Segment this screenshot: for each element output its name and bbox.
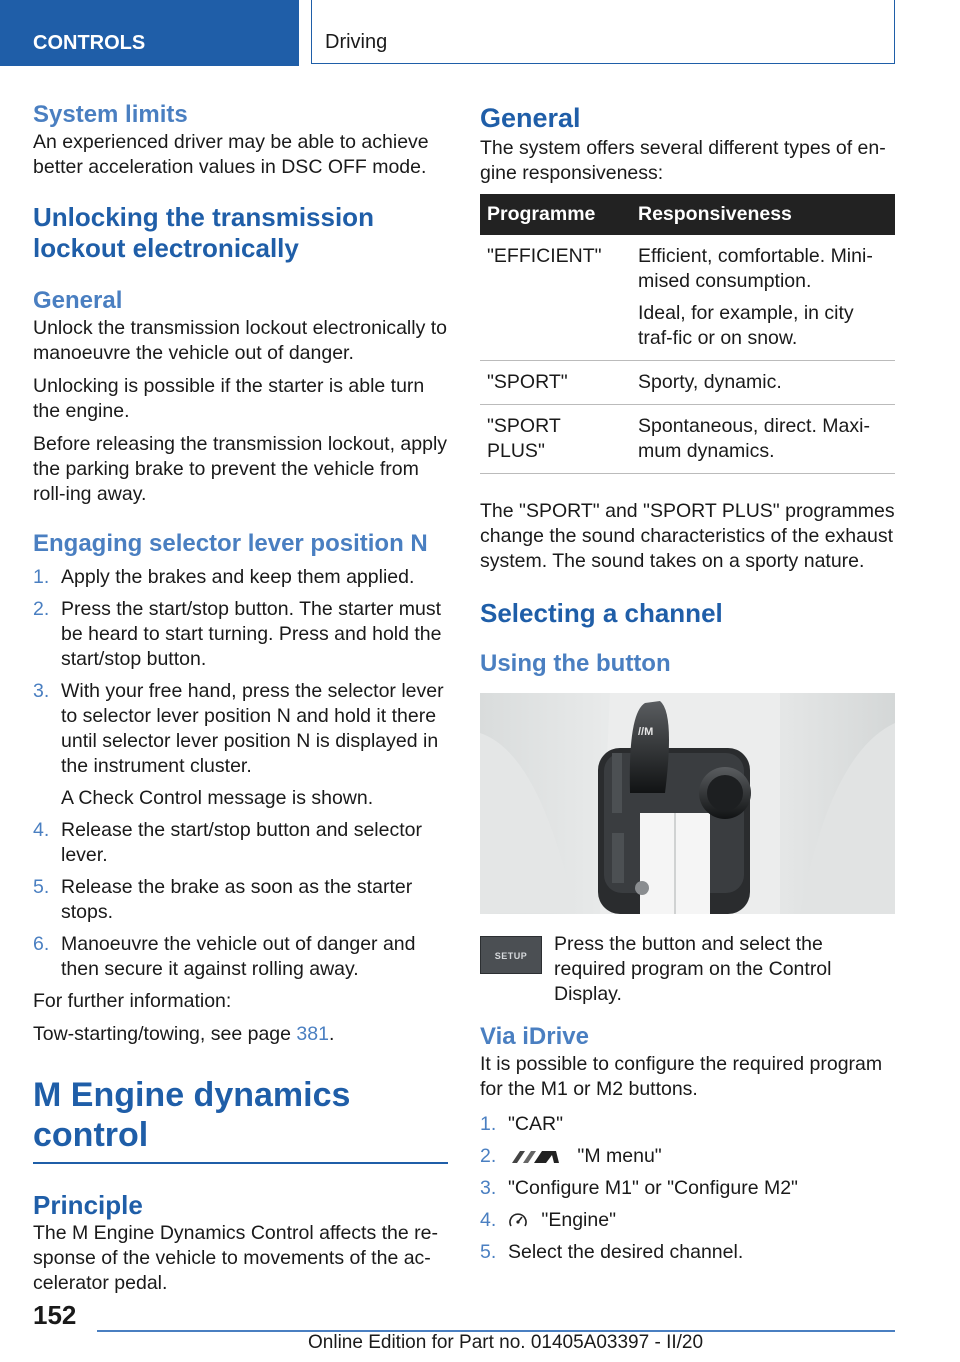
list-item: 4. Release the start/stop button and selector lever. [33, 819, 422, 866]
idrive-steps-list [480, 1112, 895, 1265]
setup-instruction: Press the button and select the required program on the Control Display. [554, 933, 832, 1005]
general-heading: General [480, 103, 581, 133]
further-info-text: For further information: [33, 990, 232, 1012]
list-item: 2. Press the start/stop button. The starter must be heard to start turning. Press and hold the start/stop button. [33, 598, 442, 670]
list-item: 2. "M menu" [480, 1145, 662, 1167]
table-row: "EFFICIENT" Efficient, comfortable. Mini-mised consumption. Ideal, for example, in city traf-fic or on snow. [480, 235, 895, 361]
step-note: A Check Control message is shown. [61, 787, 374, 809]
sound-text: The "SPORT" and "SPORT PLUS" programmes change the sound characteristics of the exhaust system. The sound takes on a sporty nature. [480, 500, 895, 572]
section-label: CONTROLS [33, 32, 146, 54]
right-column [480, 100, 895, 1272]
column-header-responsiveness: Responsiveness [631, 194, 895, 235]
idrive-text: It is possible to configure the required program for the M1 or M2 buttons. [480, 1053, 883, 1100]
principle-text: The M Engine Dynamics Control affects the re-sponse of the vehicle to movements of the ac-celerator pedal. [33, 1222, 438, 1294]
center-console-illustration [480, 693, 895, 914]
system-limits-heading: System limits [33, 101, 188, 128]
list-item: 5. Release the brake as soon as the starter stops. [33, 876, 413, 923]
chapter-label: Driving [325, 31, 388, 53]
list-item: 1. Apply the brakes and keep them applied. [33, 566, 415, 588]
left-column [33, 100, 448, 1296]
list-item: 6. Manoeuvre the vehicle out of danger and then secure it against rolling away. [33, 933, 416, 980]
column-header-programme: Programme [480, 194, 631, 235]
svg-text://M: //M [638, 726, 654, 738]
list-item: 4. "Engine" [480, 1209, 616, 1231]
page-number: 152 [33, 1300, 77, 1330]
tow-reference: Tow-starting/towing, see page 381. [33, 1023, 335, 1045]
unlocking-paragraph-1: Unlock the transmission lockout electronically to manoeuvre the vehicle out of danger. [33, 317, 448, 364]
page-link-381[interactable]: 381 [296, 1023, 329, 1045]
table-row: "SPORT PLUS" Spontaneous, direct. Maxi-mum dynamics. [480, 405, 895, 474]
chapter-box [311, 0, 895, 64]
list-item: 5. Select the desired channel. [480, 1241, 744, 1263]
section-tab [0, 0, 299, 66]
selecting-channel-heading: Selecting a channel [480, 598, 723, 628]
table-row: "SPORT" Sporty, dynamic. [480, 361, 895, 405]
list-item: 3. "Configure M1" or "Configure M2" [480, 1177, 798, 1199]
principle-heading: Principle [33, 1190, 143, 1220]
list-item: 3. With your free hand, press the selector lever to selector lever position N and hold it there until selector lever position N is displayed in the instrument cluster. A Check Control message is shown. [33, 679, 448, 811]
table-header-row [480, 194, 895, 235]
general-text: The system offers several different types of en-gine responsiveness: [480, 137, 886, 184]
list-item: 1. "CAR" [480, 1113, 564, 1135]
unlocking-general-heading: General [33, 287, 123, 314]
using-button-heading: Using the button [480, 650, 671, 677]
programme-table [480, 194, 895, 474]
center-console-photo [480, 693, 895, 914]
m-logo-icon [508, 1149, 564, 1165]
unlocking-heading: Unlocking the transmission lockout electronically [33, 202, 374, 263]
engaging-heading: Engaging selector lever position N [33, 530, 428, 557]
system-limits-text: An experienced driver may be able to achieve better acceleration values in DSC OFF mode. [33, 131, 429, 178]
engaging-steps-list [33, 565, 448, 982]
unlocking-paragraph-3: Before releasing the transmission lockout, apply the parking brake to prevent the vehicle from roll-ing away. [33, 433, 448, 505]
m-engine-heading: M Engine dynamics control [33, 1075, 448, 1164]
setup-button-icon: SETUP [480, 936, 542, 974]
setup-row [480, 932, 895, 1005]
via-idrive-heading: Via iDrive [480, 1023, 589, 1050]
edition-text: Online Edition for Part no. 01405A03397 - II/20 [308, 1332, 704, 1353]
engine-gauge-icon [508, 1211, 528, 1231]
unlocking-paragraph-2: Unlocking is possible if the starter is able turn the engine. [33, 375, 425, 422]
